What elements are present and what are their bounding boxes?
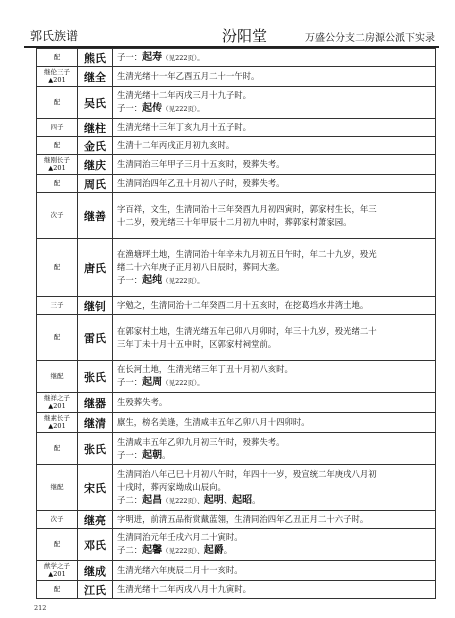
relation-label: ▲201: [48, 163, 66, 172]
table-row: [37, 433, 436, 465]
descendant-name: 起爵: [203, 545, 224, 556]
relation-label: 继配: [50, 482, 64, 491]
record-text: [113, 155, 436, 175]
record-segment: 字百祥，文生，生清同治十三年癸酉九月初四寅时，郭家村生长，年三: [117, 203, 377, 214]
relation-cell: [37, 193, 78, 239]
record-text: [113, 193, 436, 239]
record-line: [117, 102, 431, 116]
record-line: [117, 325, 431, 338]
record-segment: 、: [223, 494, 233, 505]
record-line: [117, 158, 431, 171]
relation-cell: [37, 119, 78, 137]
relation-cell: [37, 511, 78, 529]
relation-cell: [37, 393, 78, 413]
table-row: [37, 413, 436, 433]
person-name: 继亮: [78, 511, 113, 529]
record-segment: 十戌时，葬丙家坳成山辰向。: [117, 481, 226, 492]
table-row: [37, 119, 436, 137]
relation-cell: [37, 315, 78, 361]
table-row: [37, 393, 436, 413]
record-segment: 子二：: [117, 545, 143, 555]
descendant-name: 起昭: [232, 494, 253, 506]
record-line: [117, 583, 431, 596]
relation-cell: [37, 137, 78, 155]
record-segment: 生清同治三年甲子三月十五亥时，殁葬失考。: [117, 159, 285, 169]
relation-label: 配: [53, 52, 61, 61]
record-segment: 。: [223, 545, 233, 555]
record-text: [113, 581, 436, 599]
page-reference: （见222页）。: [162, 379, 204, 387]
relation-label: 四子: [50, 122, 64, 131]
record-line: [117, 216, 431, 229]
record-text: [113, 315, 436, 361]
record-segment: 三年丁未十月十五申时，区郭家村祠堂前。: [117, 338, 277, 349]
relation-label: ▲201: [48, 75, 66, 84]
branch-subtitle: 万盛公分支二房源公派下实录: [305, 33, 435, 44]
descendant-name: 起明: [203, 494, 224, 506]
record-text: [113, 137, 436, 155]
page-number: 212: [34, 604, 47, 612]
relation-label: 次子: [50, 210, 64, 219]
record-line: [117, 139, 431, 152]
relation-label: ▲201: [48, 401, 66, 410]
record-line: [117, 416, 431, 429]
record-text: [113, 529, 436, 561]
record-text: [113, 49, 436, 67]
table-row: [37, 137, 436, 155]
person-name: 熊氏: [78, 49, 113, 67]
table-row: [37, 193, 436, 239]
record-line: [117, 564, 431, 577]
record-line: [117, 363, 431, 376]
record-line: [117, 177, 431, 190]
record-line: [117, 338, 431, 351]
descendant-name: 起馨: [142, 545, 163, 556]
record-segment: 子一：: [117, 274, 143, 285]
table-row: [37, 315, 436, 361]
record-segment: 。: [162, 449, 171, 460]
relation-cell: [37, 239, 78, 297]
hall-name: 汾阳堂: [222, 27, 268, 45]
table-row: [37, 511, 436, 529]
relation-label: 次子: [50, 514, 64, 523]
table-row: [37, 561, 436, 581]
record-line: [117, 468, 431, 481]
book-title: 郭氏族谱: [30, 29, 79, 43]
person-name: 继成: [78, 561, 113, 581]
record-segment: 生清光绪十一年乙酉五月二十一午时。: [117, 71, 260, 81]
record-segment: 生清同治元年壬戌六月二十寅时。: [117, 532, 243, 542]
person-name: 邓氏: [78, 529, 113, 561]
record-segment: 。: [252, 494, 261, 505]
record-line: [117, 248, 431, 261]
record-text: [113, 67, 436, 87]
record-segment: 生清十二年丙戌正月初九亥时。: [117, 140, 235, 150]
relation-label: ▲201: [48, 569, 66, 578]
table-row: [37, 155, 436, 175]
record-text: [113, 511, 436, 529]
person-name: 金氏: [78, 137, 113, 155]
relation-cell: [37, 581, 78, 599]
table-row: [37, 87, 436, 119]
table-row: [37, 175, 436, 193]
person-name: 江氏: [78, 581, 113, 599]
person-name: 继器: [78, 393, 113, 413]
record-segment: 生清光绪十三年丁亥九月十五子时。: [117, 122, 251, 132]
descendant-name: 起传: [142, 103, 163, 114]
record-text: [113, 175, 436, 193]
record-line: [117, 494, 431, 508]
table-row: [37, 297, 436, 315]
relation-label: 配: [53, 262, 61, 271]
record-text: [113, 87, 436, 119]
record-text: [113, 433, 436, 465]
record-line: [117, 436, 431, 449]
relation-cell: [37, 297, 78, 315]
relation-cell: [37, 465, 78, 511]
record-line: [117, 121, 431, 134]
relation-cell: [37, 361, 78, 393]
relation-cell: [37, 433, 78, 465]
relation-label: 猷学之子: [44, 562, 70, 570]
person-name: 继全: [78, 67, 113, 87]
record-segment: 子一：: [117, 449, 143, 460]
page-reference: （见222页）、: [162, 547, 204, 555]
record-segment: 生清光绪六年庚辰二月十一亥时。: [117, 565, 243, 575]
record-text: [113, 561, 436, 581]
descendant-name: 起寿: [142, 51, 163, 63]
person-name: 宋氏: [78, 465, 113, 511]
table-row: [37, 581, 436, 599]
page-reference: （见222页）。: [162, 276, 204, 285]
table-row: [37, 49, 436, 67]
record-text: [113, 361, 436, 393]
person-name: 张氏: [78, 433, 113, 465]
relation-label: ▲201: [48, 421, 66, 430]
record-segment: 在渔塘坪土地，生清同治十年辛未九月初五日午时，年二十九岁，殁光: [117, 248, 377, 259]
record-segment: 在长河土地，生清光绪三年丁丑十月初八亥时。: [117, 364, 293, 374]
relation-label: 配: [53, 140, 61, 149]
record-text: [113, 119, 436, 137]
relation-label: 配: [53, 178, 61, 187]
page-reference: （见222页）、: [162, 496, 204, 505]
record-line: [117, 203, 431, 216]
person-name: 唐氏: [78, 239, 113, 297]
record-segment: 在郭家村土地，生清光绪五年己卯八月卯时，年三十九岁，殁光绪二十: [117, 325, 377, 336]
relation-cell: [37, 87, 78, 119]
relation-label: 继伦三子: [44, 68, 70, 76]
record-text: [113, 239, 436, 297]
relation-label: 三子: [50, 300, 64, 309]
relation-label: 配: [53, 97, 61, 106]
record-segment: 生殁葬失考。: [117, 397, 168, 407]
table-row: [37, 465, 436, 511]
person-name: 吴氏: [78, 87, 113, 119]
person-name: 雷氏: [78, 315, 113, 361]
person-name: 继清: [78, 413, 113, 433]
relation-label: 继刚长子: [44, 156, 70, 164]
table-row: [37, 361, 436, 393]
record-segment: 绪二十六年庚子正月初八日辰时，葬同大垄。: [117, 261, 285, 272]
record-segment: 字勉之，生清同治十二年癸酉二月十五亥时，在挖葛垱水井湾土地。: [117, 300, 369, 310]
record-line: [117, 51, 431, 65]
relation-label: 继祥之子: [44, 394, 70, 402]
relation-cell: [37, 413, 78, 433]
record-segment: 子一：: [117, 103, 143, 113]
record-line: [117, 70, 431, 83]
relation-label: 配: [53, 539, 61, 548]
page-reference: （见222页）。: [162, 105, 204, 113]
record-line: [117, 513, 431, 526]
record-line: [117, 449, 431, 462]
relation-cell: [37, 67, 78, 87]
table-row: [37, 239, 436, 297]
page-reference: （见222页）。: [162, 53, 204, 62]
record-segment: 生清光绪十二年丙戌八月十九寅时。: [117, 584, 251, 594]
record-line: [117, 544, 431, 558]
descendant-name: 起周: [142, 377, 163, 388]
record-line: [117, 531, 431, 544]
person-name: 继钊: [78, 297, 113, 315]
relation-label: 继配: [50, 371, 64, 380]
table-row: [37, 529, 436, 561]
relation-cell: [37, 561, 78, 581]
descendant-name: 起朝: [142, 449, 163, 461]
relation-cell: [37, 49, 78, 67]
record-line: [117, 274, 431, 288]
record-text: [113, 413, 436, 433]
table-row: [37, 67, 436, 87]
record-segment: 十二岁，殁光绪三十年甲辰十二月初九申时，葬郭家村萧家园。: [117, 216, 352, 227]
record-segment: 生清光绪十二年丙戌三月十九子时。: [117, 90, 251, 100]
record-segment: 子一：: [117, 377, 143, 387]
person-name: 张氏: [78, 361, 113, 393]
record-line: [117, 299, 431, 312]
record-segment: 子二：: [117, 494, 143, 505]
record-text: [113, 297, 436, 315]
record-line: [117, 261, 431, 274]
record-segment: 生清咸丰五年乙卯九月初三午时，殁葬失考。: [117, 436, 285, 447]
record-line: [117, 396, 431, 409]
record-segment: 子一：: [117, 51, 143, 62]
person-name: 继善: [78, 193, 113, 239]
record-line: [117, 89, 431, 102]
relation-label: 配: [53, 443, 61, 452]
record-segment: 廪生，榜名美逢，生清咸丰五年乙卯八月十四卯时。: [117, 417, 310, 427]
relation-label: 继素长子: [44, 414, 70, 422]
record-segment: 字明进，前清五品衔赏戴蓝翎，生清同治四年乙丑正月二十六子时。: [117, 514, 369, 524]
descendant-name: 起纯: [142, 274, 163, 286]
person-name: 继柱: [78, 119, 113, 137]
record-line: [117, 481, 431, 494]
relation-cell: [37, 175, 78, 193]
record-segment: 生清同治四年乙丑十月初八子时，殁葬失考。: [117, 178, 285, 188]
record-text: [113, 393, 436, 413]
relation-cell: [37, 155, 78, 175]
record-segment: 生清同治八年己巳十月初八午时，年四十一岁，殁宣统二年庚戌八月初: [117, 468, 377, 479]
record-line: [117, 376, 431, 390]
person-name: 周氏: [78, 175, 113, 193]
genealogy-table: [36, 48, 436, 599]
relation-cell: [37, 529, 78, 561]
relation-label: 配: [53, 584, 61, 593]
person-name: 继庆: [78, 155, 113, 175]
descendant-name: 起昌: [142, 494, 163, 506]
page-header: [24, 22, 439, 48]
relation-label: 配: [53, 332, 61, 341]
record-text: [113, 465, 436, 511]
